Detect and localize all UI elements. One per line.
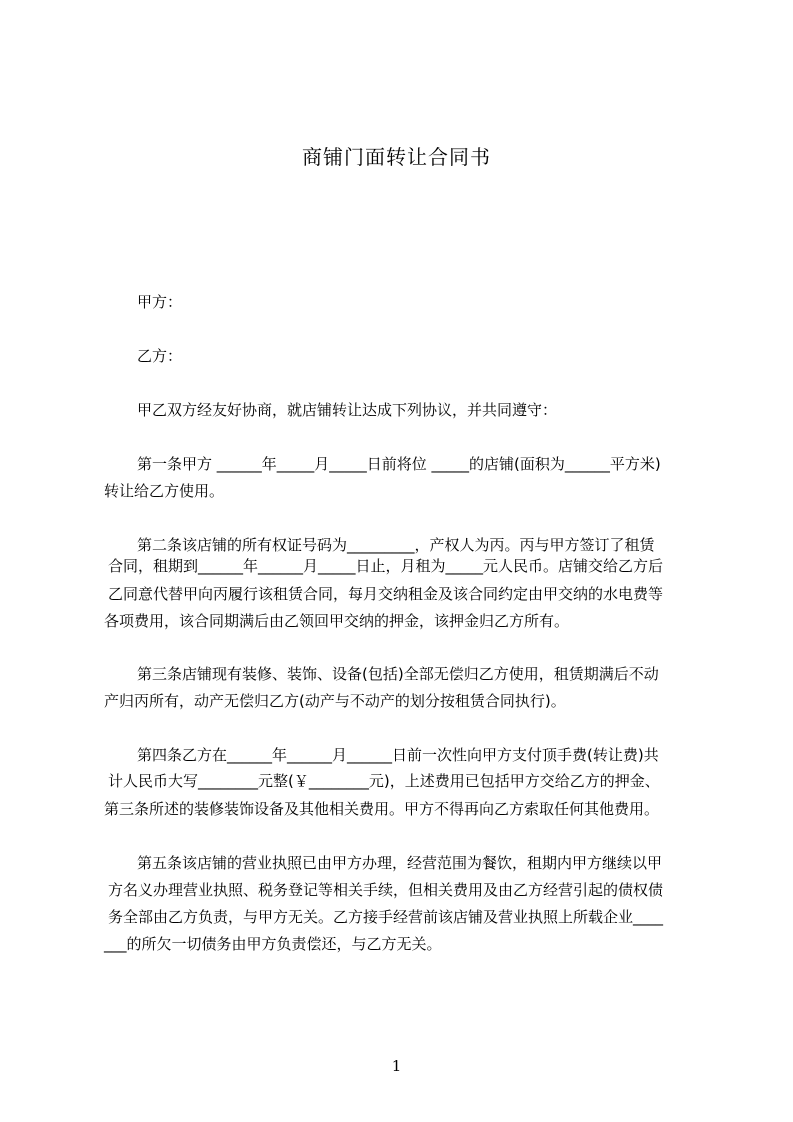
party-a-label: 甲方：: [137, 293, 183, 311]
article-2-line: 合同，租期到______年______月_____日止，月租为_____元人民币。店铺交给乙方后: [108, 557, 664, 575]
page-number: 1: [391, 1057, 402, 1075]
article-4-line: 计人民币大写________元整(￥________元)，上述费用已包括甲方交给乙方的押金、: [108, 772, 660, 790]
document-title: 商铺门面转让合同书: [302, 145, 491, 169]
article-5-line: 第五条该店铺的营业执照已由甲方办理，经营范围为餐饮，租期内甲方继续以甲: [137, 854, 663, 872]
article-5-line: 务全部由乙方负责，与甲方无关。乙方接手经营前该店铺及营业执照上所载企业____: [108, 908, 664, 926]
article-3-line: 产归丙所有，动产无偿归乙方(动产与不动产的划分按租赁合同执行)。: [104, 692, 566, 710]
article-2-line: 第二条该店铺的所有权证号码为_________，产权人为丙。丙与甲方签订了租赁: [137, 536, 655, 554]
party-b-label: 乙方：: [137, 347, 183, 365]
article-4-line: 第三条所述的装修装饰设备及其他相关费用。甲方不得再向乙方索取任何其他费用。: [104, 800, 660, 818]
article-2-line: 各项费用，该合同期满后由乙领回甲交纳的押金，该押金归乙方所有。: [104, 612, 570, 630]
article-1-line: 第一条甲方 ______年_____月_____日前将位 _____的店铺(面积为______平方米): [137, 455, 661, 473]
article-5-line: ___的所欠一切债务由甲方负责偿还，与乙方无关。: [104, 935, 442, 953]
article-1-line: 转让给乙方使用。: [104, 482, 225, 500]
article-5-line: 方名义办理营业执照、税务登记等相关手续，但相关费用及由乙方经营引起的债权债: [108, 881, 664, 899]
article-4-line: 第四条乙方在______年______月______日前一次性向甲方支付顶手费(转让费)共: [137, 746, 659, 764]
article-3-line: 第三条店铺现有装修、装饰、设备(包括)全部无偿归乙方使用，租赁期满后不动: [137, 665, 659, 683]
article-2-line: 乙同意代替甲向丙履行该租赁合同，每月交纳租金及该合同约定由甲交纳的水电费等: [108, 585, 664, 603]
intro-paragraph: 甲乙双方经友好协商，就店铺转让达成下列协议，并共同遵守：: [137, 401, 558, 419]
